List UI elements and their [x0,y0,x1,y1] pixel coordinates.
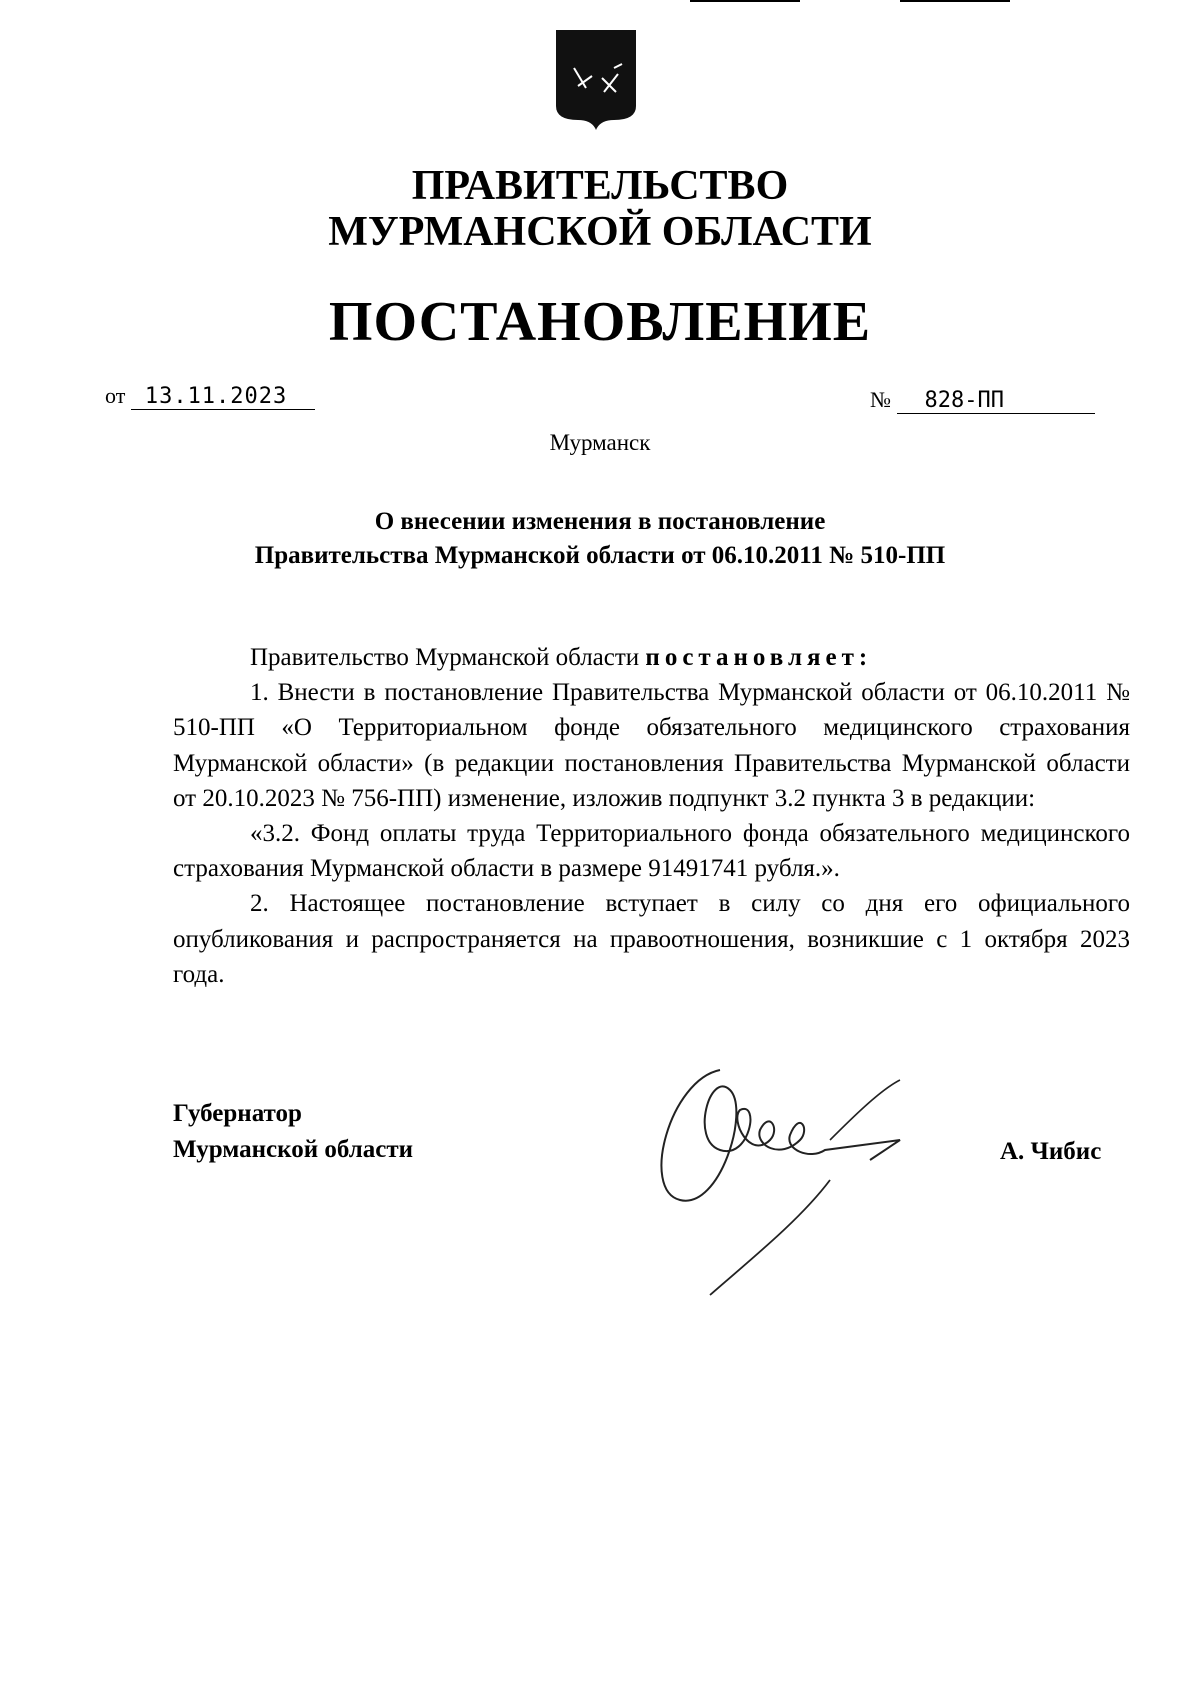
intro-paragraph [173,640,1130,675]
government-name-line1: ПРАВИТЕЛЬСТВО [411,163,789,209]
decides-text: постановляет: [645,644,873,671]
quote-paragraph: «3.2. Фонд оплаты труда Территориального фонда обязательного медицинского страхования Мурманской области в размере 91491741 рубля.». [173,820,1130,883]
city: Мурманск [549,430,651,455]
document-type: ПОСТАНОВЛЕНИЕ [328,291,872,353]
item-1: 1. Внести в постановление Правительства Мурманской области от 06.10.2011 № 510-ПП «О Территориальном фонде обязательного медицинского страхования Мурманской области» (в редакции постановления Правительства Мурманской области от 20.10.2023 № 756-ПП) изменение, изложив подпункт 3.2 пункта 3 в редакции: [173,679,1130,812]
item-2: 2. Настоящее постановление вступает в силу со дня его официального опубликования и распространяется на правоотношения, возникшие с 1 октября 2023 года. [173,890,1130,988]
scan-mark [690,0,800,2]
signer-name: А. Чибис [1000,1138,1102,1165]
date-value: 13.11.2023 [131,384,315,410]
document-body [173,640,1130,992]
document-number [870,387,1095,414]
subject-line1: О внесении изменения в постановление [374,508,826,535]
government-name-line2: МУРМАНСКОЙ ОБЛАСТИ [328,209,872,255]
handwritten-signature [650,1050,930,1310]
number-prefix: № [870,387,891,412]
document-date [105,383,315,410]
date-prefix: от [105,383,126,408]
scan-mark [900,0,1010,2]
subject-line2: Правительства Мурманской области от 06.10.2011 № 510-ПП [254,542,946,569]
coat-of-arms-icon [552,28,640,132]
number-value: 828-ПП [897,388,1095,414]
signer-position-line2: Мурманской области [173,1136,414,1163]
signer-position-line1: Губернатор [173,1100,302,1127]
intro-text: Правительство Мурманской области [250,644,640,671]
